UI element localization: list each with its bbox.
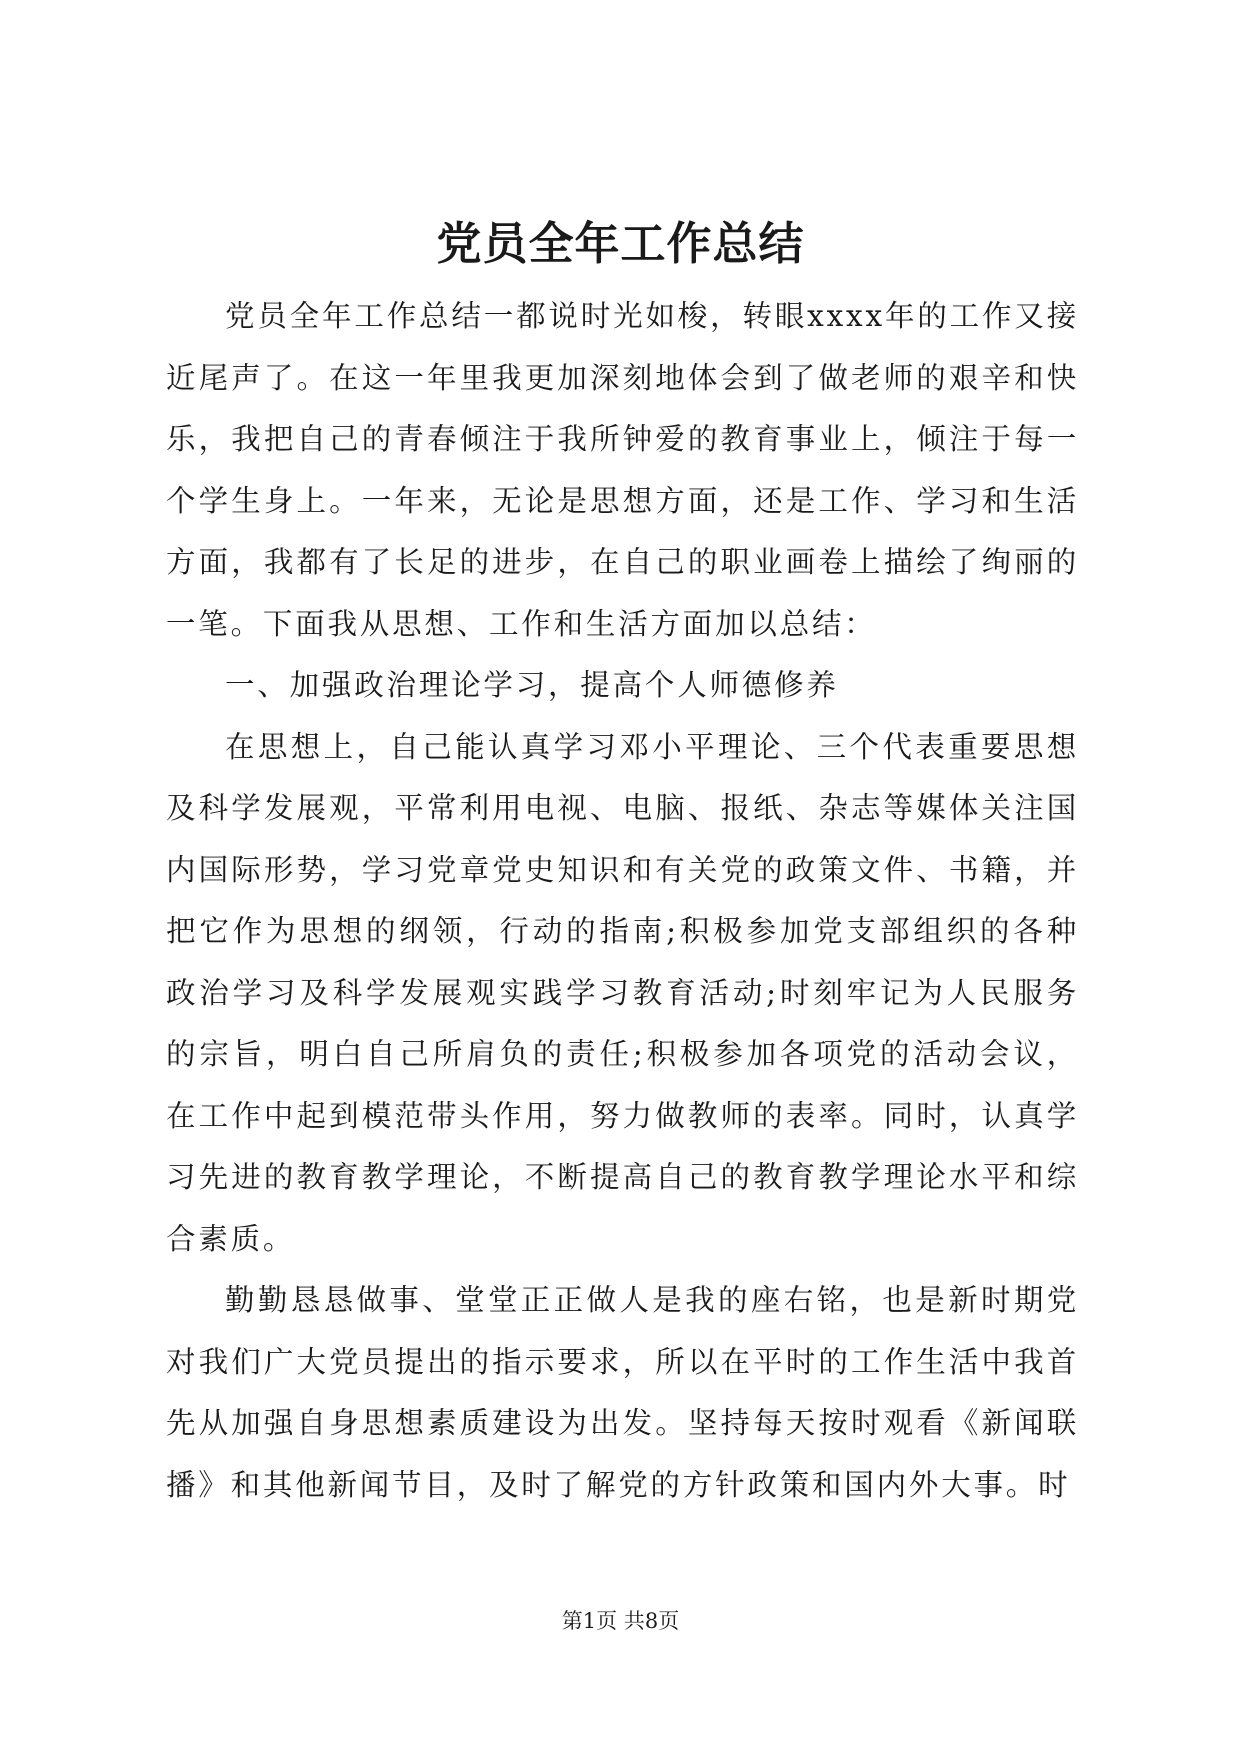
document-title: 党员全年工作总结 [436,217,805,270]
document-body [166,286,1079,1516]
page-footer: 第1页 共8页 [561,1609,680,1633]
paragraph-motto: 勤勤恳恳做事、堂堂正正做人是我的座右铭，也是新时期党对我们广大党员提出的指示要求，所以在平时的工作生活中我首先从加强自身思想素质建设为出发。坚持每天按时观看《新闻联播》和其他新闻节目，及时了解党的方针政策和国内外大事。时 [166,1283,1079,1502]
paragraph-intro: 党员全年工作总结一都说时光如梭，转眼xxxx年的工作又接近尾声了。在这一年里我更加深刻地体会到了做老师的艰辛和快乐，我把自己的青春倾注于我所钟爱的教育事业上，倾注于每一个学生身上。一年来，无论是思想方面，还是工作、学习和生活方面，我都有了长足的进步，在自己的职业画卷上描绘了绚丽的一笔。下面我从思想、工作和生活方面加以总结： [166,299,1079,641]
section-heading: 一、加强政治理论学习，提高个人师德修养 [225,668,839,702]
paragraph-ideology: 在思想上，自己能认真学习邓小平理论、三个代表重要思想及科学发展观，平常利用电视、电脑、报纸、杂志等媒体关注国内国际形势，学习党章党史知识和有关党的政策文件、书籍，并把它作为思想的纲领，行动的指南;积极参加党支部组织的各种政治学习及科学发展观实践学习教育活动;时刻牢记为人民服务的宗旨，明白自己所肩负的责任;积极参加各项党的活动会议，在工作中起到模范带头作用，努力做教师的表率。同时，认真学习先进的教育教学理论，不断提高自己的教育教学理论水平和综合素质。 [166,729,1079,1256]
